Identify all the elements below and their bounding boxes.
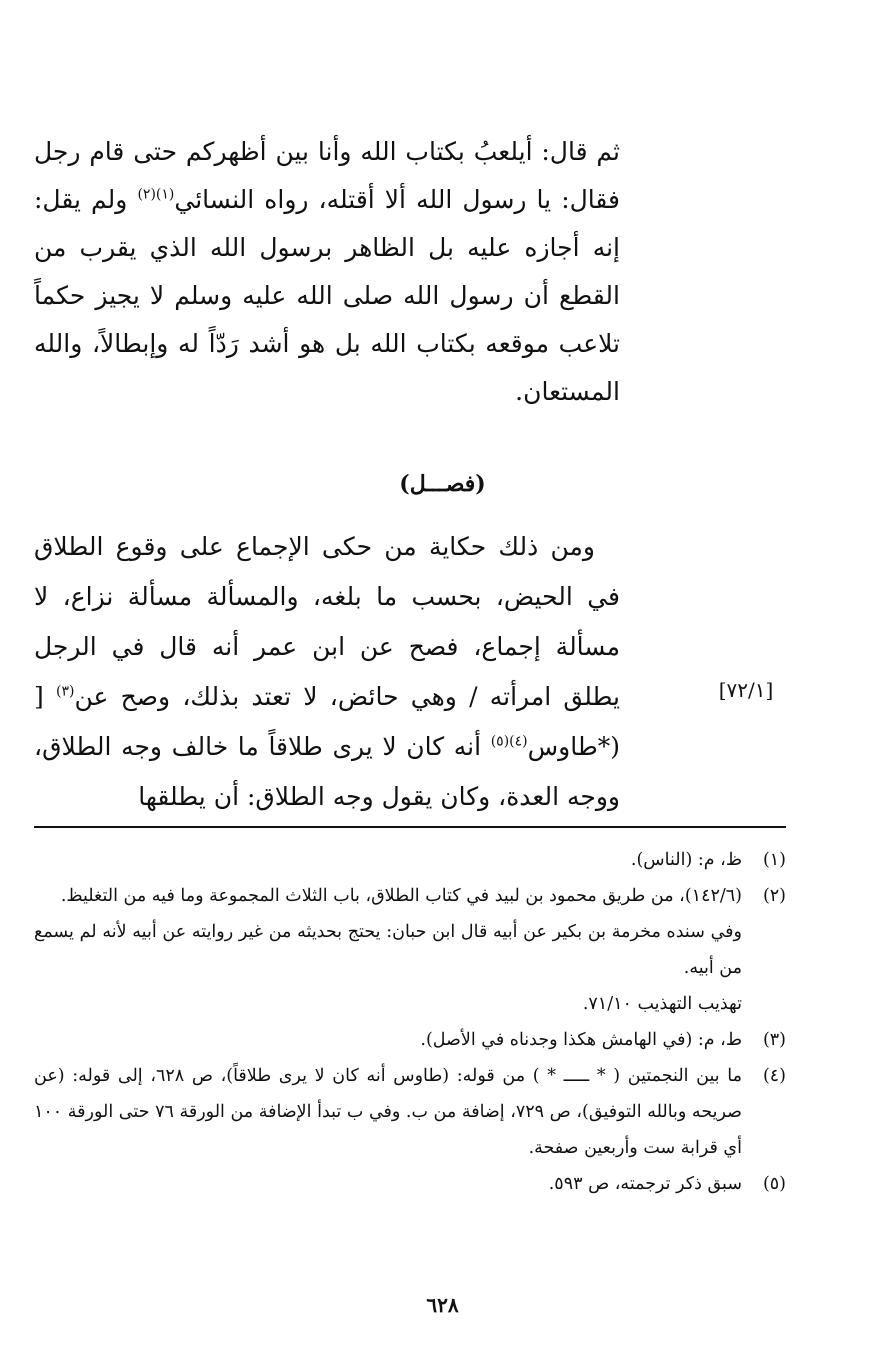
footnote-marker: (٤)(٥) (490, 733, 528, 750)
footnote (34, 1166, 786, 1202)
footnote-number: (٥) (762, 1174, 786, 1194)
text-run: ولم يقل: إنه أجازه عليه بل الظاهر برسول الله الذي يقرب من القطع أن رسول الله صلى الله عليه وسلم لا يجيز حكماً تلاعب موقعه بكتاب الله بل هو أشد رَدّاً له وإبطالاً، والله المستعان. (34, 185, 620, 406)
paragraph-top (34, 128, 620, 416)
manuscript-folio-ref: [٧٢/١] (718, 678, 774, 702)
footnotes (34, 842, 786, 1202)
footnote (34, 1058, 786, 1166)
main-text-top (34, 128, 620, 416)
page-number: ٦٢٨ (426, 1293, 459, 1317)
text-run: ثم قال: أيلعبُ بكتاب الله وأنا بين أظهركم حتى قام رجل فقال: يا رسول الله ألا أقتله، رواه النسائي (34, 137, 620, 214)
text-run: ومن ذلك حكاية من حكى الإجماع على وقوع الطلاق في الحيض، بحسب ما بلغه، والمسألة مسألة نزاع، لا مسألة إجماع، فصح عن ابن عمر أنه قال في الرجل يطلق امرأته / وهي حائض، لا تعتد بذلك، وصح عن (34, 532, 621, 711)
footnote-continuation: تهذيب التهذيب ٧١/١٠. (582, 994, 742, 1014)
footnote-continuation: وفي سنده مخرمة بن بكير عن أبيه قال ابن حبان: يحتج بحديثه من غير روايته عن أبيه لأنه لم يسمع من أبيه. (34, 922, 742, 978)
footnote (34, 878, 786, 914)
section-heading: (فصـــل) (399, 471, 486, 497)
footnote-marker: (١)(٢) (137, 186, 175, 203)
text-run: [ (*طاوس (34, 682, 620, 761)
footnote (34, 842, 786, 878)
footnote-marker: (٣) (56, 683, 75, 700)
footnote-text: (١٤٢/٦)، من طريق محمود بن لبيد في كتاب الطلاق، باب الثلاث المجموعة وما فيه من التغليظ. (60, 886, 742, 906)
footnote-text: ط، م: (في الهامش هكذا وجدناه في الأصل). (420, 1030, 742, 1050)
footnote-text: ما بين النجمتين ( * ـــــ * ) من قوله: (طاوس أنه كان لا يرى طلاقاً)، ص ٦٢٨، إلى قوله: (عن صريحه وبالله التوفيق)، ص ٧٢٩، إضافة من ب. وفي ب تبدأ الإضافة من الورقة ٧٦ حتى الورقة ١٠٠ أي قرابة ست وأربعين صفحة. (34, 1066, 742, 1158)
text-run: أنه كان لا يرى طلاقاً ما خالف وجه الطلاق، ووجه العدة، وكان يقول وجه الطلاق: أن يطلقها (34, 732, 620, 811)
footnote (34, 1022, 786, 1058)
footnote-text: سبق ذكر ترجمته، ص ٥٩٣. (548, 1174, 742, 1194)
footnote-number: (٣) (762, 1030, 786, 1050)
footnote-number: (١) (762, 850, 786, 870)
paragraph-body (34, 522, 620, 822)
footnote-number: (٢) (762, 886, 786, 906)
footnote-text: ظ، م: (الناس). (630, 850, 742, 870)
main-text-body (34, 522, 620, 822)
footnote-divider (34, 826, 786, 828)
footnote-number: (٤) (762, 1066, 786, 1086)
